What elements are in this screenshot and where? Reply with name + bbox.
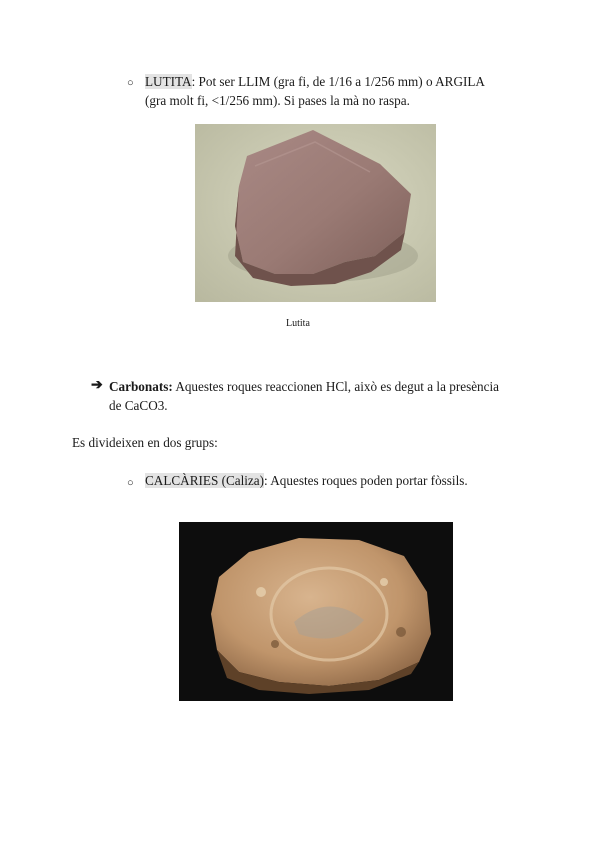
calcaries-term: CALCÀRIES (Caliza) (145, 473, 265, 488)
bullet-circle: ○ (127, 77, 134, 89)
lutita-desc-1: : Pot ser LLIM (gra fi, de 1/16 a 1/256 mm) o ARGILA (191, 74, 485, 89)
carbonats-line-1 (109, 377, 499, 396)
calcaries-line (145, 471, 468, 490)
groups-intro: Es divideixen en dos grups: (72, 435, 218, 450)
arrow-bullet-icon: ➔ (91, 378, 103, 393)
lutita-image (195, 124, 436, 302)
carbonats-term: Carbonats: (109, 379, 173, 394)
calcaries-desc: : Aquestes roques poden portar fòssils. (264, 473, 468, 488)
lutita-term: LUTITA (145, 74, 192, 89)
calcaria-image (179, 522, 453, 701)
carbonats-desc-1: Aquestes roques reaccionen HCl, això es degut a la presència (172, 379, 500, 394)
calcaria-rock-photo (179, 522, 453, 701)
lutita-line-1 (145, 72, 485, 91)
lutita-line-2: (gra molt fi, <1/256 mm). Si pases la mà no raspa. (145, 93, 410, 108)
bullet-circle: ○ (127, 477, 134, 489)
carbonats-line-2: de CaCO3. (109, 398, 168, 413)
lutita-rock-photo (195, 124, 436, 302)
lutita-caption: Lutita (286, 318, 310, 329)
